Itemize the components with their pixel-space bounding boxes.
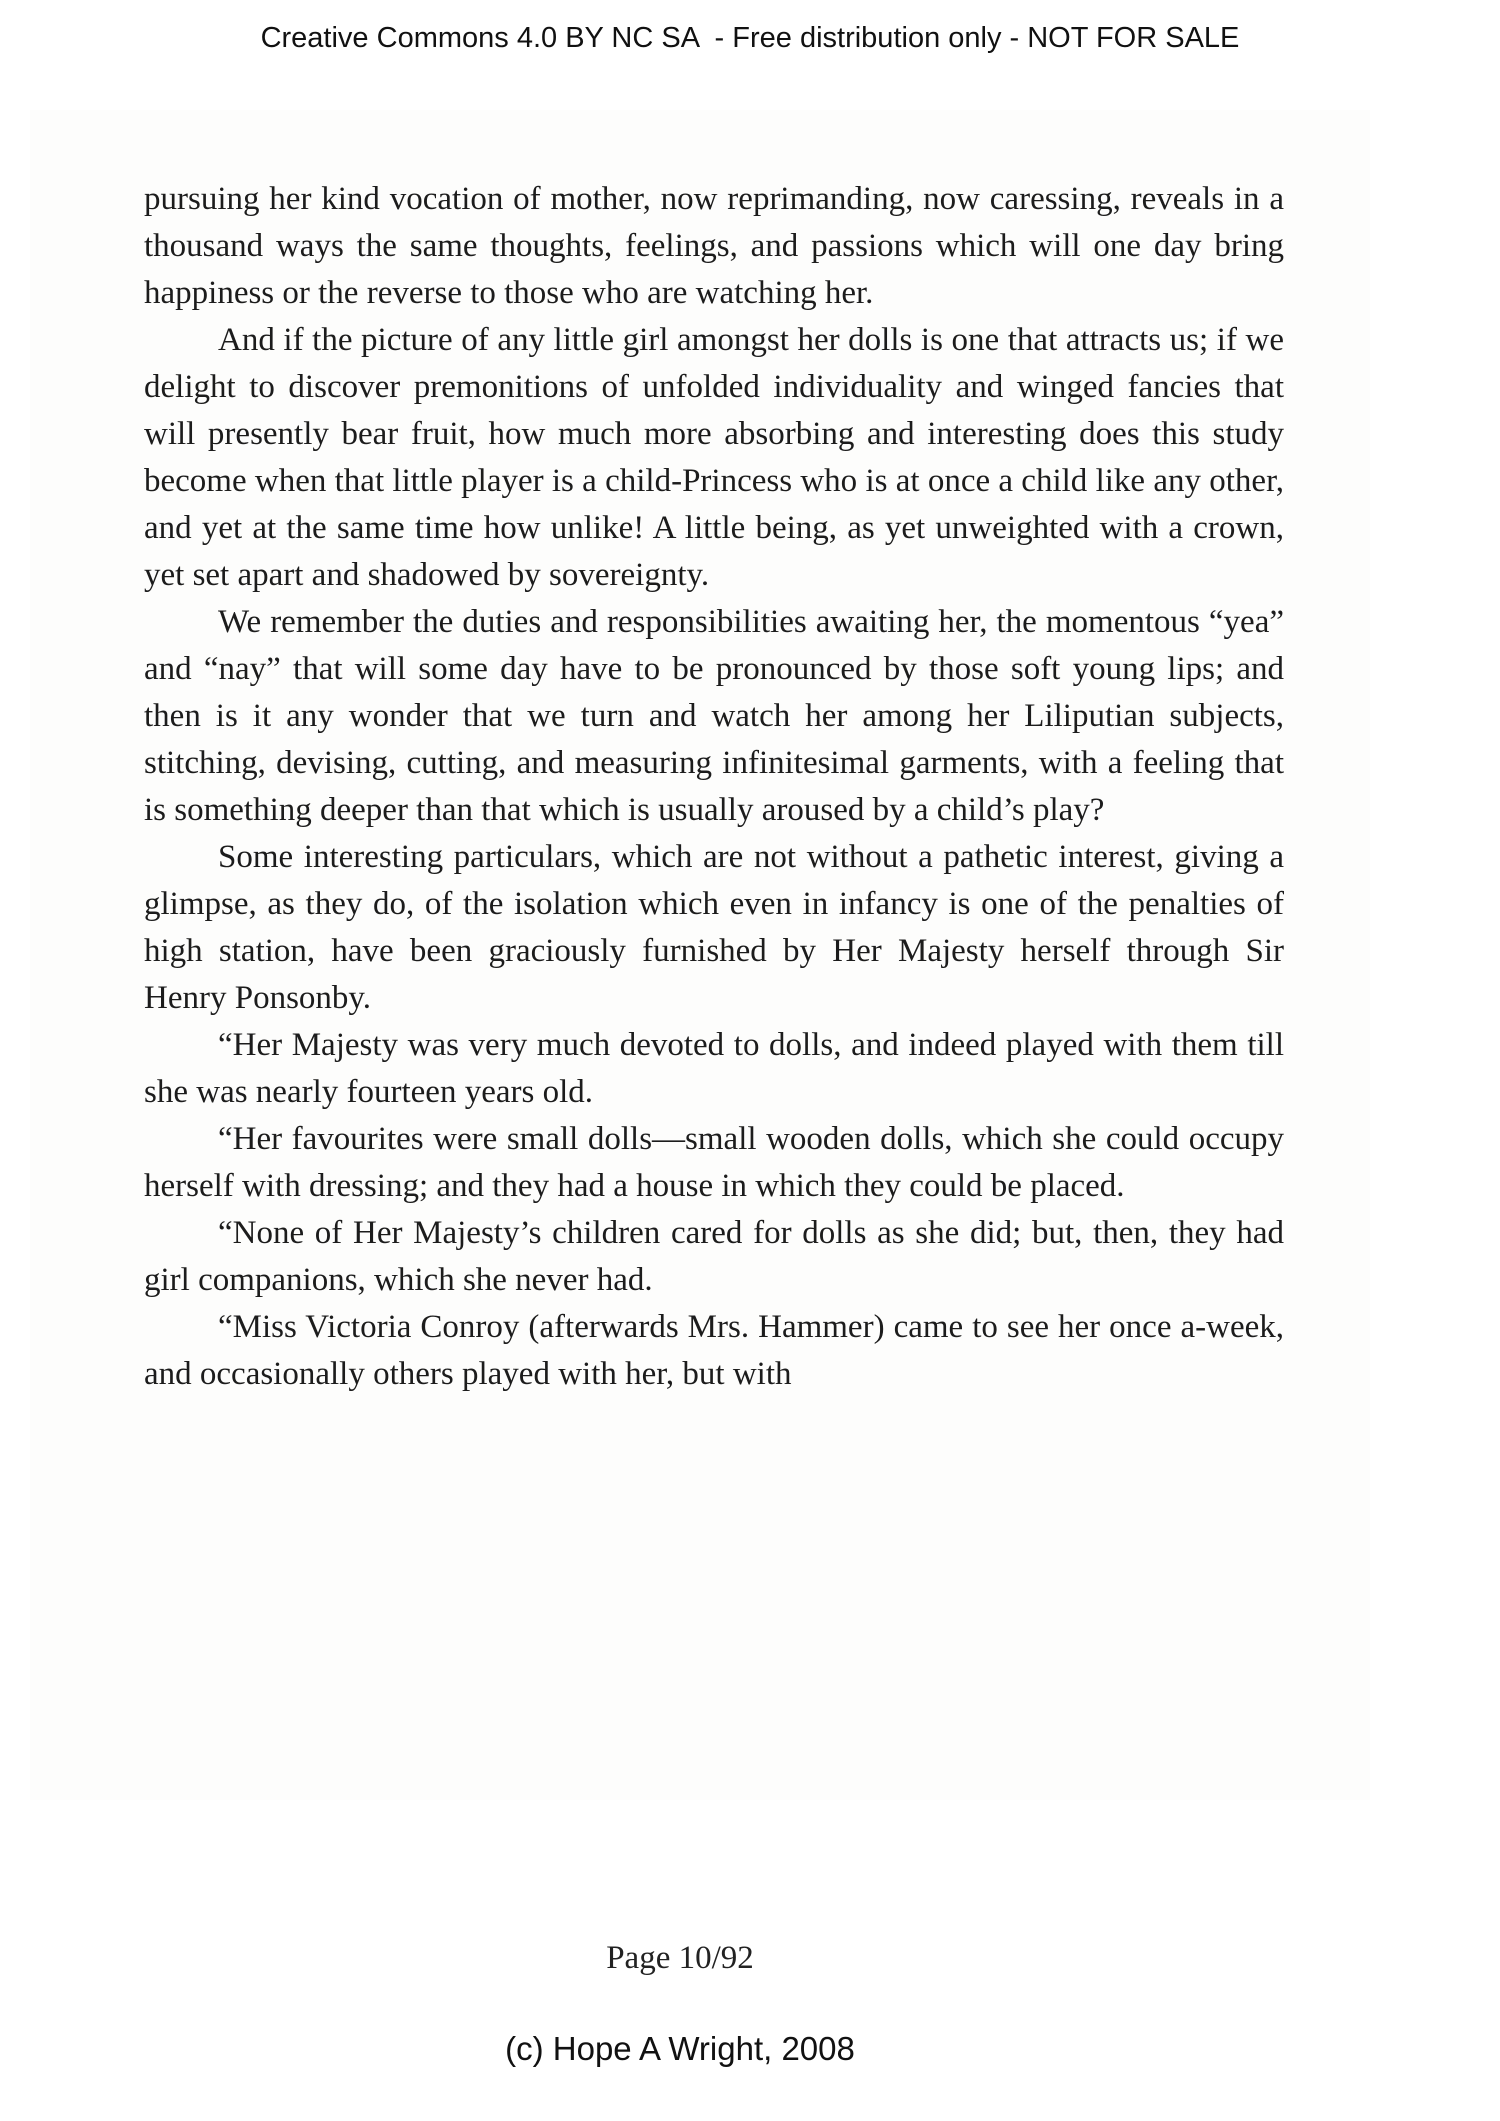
paragraph-3: We remember the duties and responsibilities awaiting her, the momentous “yea” and “nay” that will some day have to be pronounced by those soft young lips; and then is it any wonder that we turn and watch her among her Liliputian subjects, stitching, devising, cutting, and measuring infinitesimal garments, with a feeling that is something deeper than that which is usually aroused by a child’s play? [144, 604, 1284, 828]
paragraph-1: pursuing her kind vocation of mother, now reprimanding, now caressing, reveals in a thousand ways the same thoughts, feelings, and passions which will one day bring happiness or the reverse to those who are watching her. [144, 181, 1284, 311]
paragraph-2: And if the picture of any little girl amongst her dolls is one that attracts us; if we delight to discover premonitions of unfolded individuality and winged fancies that will presently bear fruit, how much more absorbing and interesting does this study become when that little player is a child-Princess who is at once a child like any other, and yet at the same time how unlike! A little being, as yet unweighted with a crown, yet set apart and shadowed by sovereignty. [144, 322, 1284, 593]
paragraph-6: “Her favourites were small dolls—small wooden dolls, which she could occupy herself with dressing; and they had a house in which they could be placed. [144, 1121, 1284, 1204]
book-text [144, 176, 1284, 1398]
paragraph-5: “Her Majesty was very much devoted to dolls, and indeed played with them till she was nearly fourteen years old. [144, 1027, 1284, 1110]
page-number: Page 10/92 [606, 1940, 754, 1976]
license-header: Creative Commons 4.0 BY NC SA - Free distribution only - NOT FOR SALE [260, 22, 1240, 54]
paragraph-7: “None of Her Majesty’s children cared for dolls as she did; but, then, they had girl companions, which she never had. [144, 1215, 1284, 1298]
paragraph-8: “Miss Victoria Conroy (afterwards Mrs. Hammer) came to see her once a-week, and occasionally others played with her, but with [144, 1309, 1284, 1392]
paragraph-4: Some interesting particulars, which are not without a pathetic interest, giving a glimpse, as they do, of the isolation which even in infancy is one of the penalties of high station, have been graciously furnished by Her Majesty herself through Sir Henry Ponsonby. [144, 839, 1284, 1016]
copyright-footer: (c) Hope A Wright, 2008 [505, 2030, 855, 2067]
